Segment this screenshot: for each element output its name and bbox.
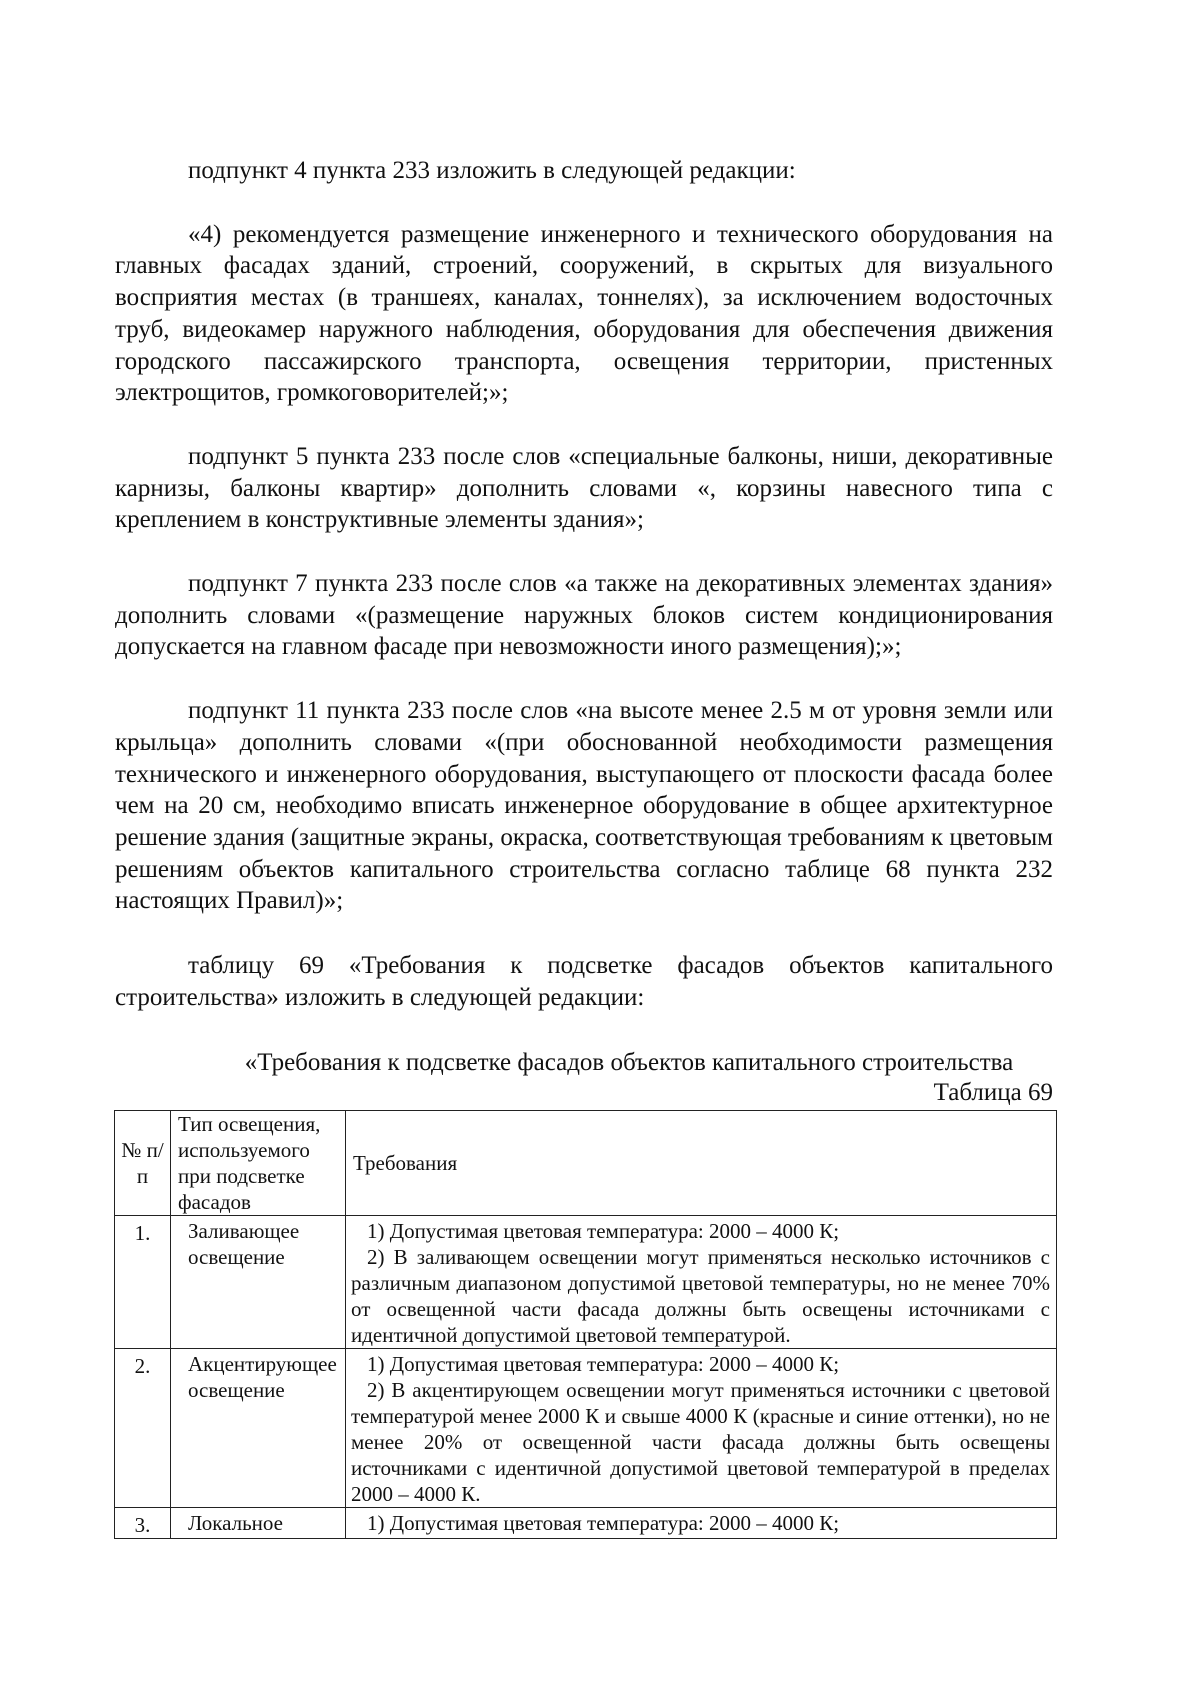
row-requirements xyxy=(346,1349,1057,1508)
table-row xyxy=(115,1216,1057,1349)
paragraph-4: подпункт 7 пункта 233 после слов «а также на декоративных элементах здания» дополнить словами «(размещение наружных блоков систем кондиционирования допускается на главном фасаде при невозможности иного размещения);»; xyxy=(115,570,1053,661)
requirement-item: 1) Допустимая цветовая температура: 2000 – 4000 К; xyxy=(367,1352,840,1377)
row-num: 3. xyxy=(115,1508,171,1539)
paragraph-3: подпункт 5 пункта 233 после слов «специальные балконы, ниши, декоративные карнизы, балконы квартир» дополнить словами «, корзины навесного типа с креплением в конструктивные элементы здания»; xyxy=(115,442,1053,534)
document-page xyxy=(115,155,1053,1539)
paragraph-5: подпункт 11 пункта 233 после слов «на высоте менее 2.5 м от уровня земли или крыльца» дополнить словами «(при обоснованной необходимости размещения технического и инженерного оборудования, выступающего от плоскости фасада более чем на 20 см, необходимо вписать инженерное оборудование в общее архитектурное решение здания (защитные экраны, окраска, соответствующая требованиям к цветовым решениям объектов капитального строительства согласно таблице 68 пункта 232 настоящих Правил)»; xyxy=(115,697,1053,915)
row-type: Заливающее освещение xyxy=(171,1216,346,1349)
row-type: Акцентирующее освещение xyxy=(171,1349,346,1508)
header-type: Тип освещения, используемого при подсветке фасадов xyxy=(171,1111,346,1216)
requirement-item: 1) Допустимая цветовая температура: 2000 – 4000 К; xyxy=(367,1219,840,1244)
header-num: № п/п xyxy=(115,1111,171,1216)
table-row xyxy=(115,1349,1057,1508)
row-type: Локальное xyxy=(171,1508,346,1539)
table-title: «Требования к подсветке фасадов объектов капитального строительства xyxy=(244,1049,1014,1077)
table-label: Таблица 69 xyxy=(933,1079,1053,1107)
table-caption xyxy=(115,1048,1053,1108)
paragraph-6: таблицу 69 «Требования к подсветке фасадов объектов капитального строительства» изложить в следующей редакции: xyxy=(115,952,1053,1011)
table-row xyxy=(115,1508,1057,1539)
row-requirements xyxy=(346,1508,1057,1539)
requirements-table xyxy=(114,1110,1057,1539)
paragraph-2: «4) рекомендуется размещение инженерного и технического оборудования на главных фасадах зданий, строений, сооружений, в скрытых для визуального восприятия местах (в траншеях, каналах, тоннелях), за исключением водосточных труб, видеокамер наружного наблюдения, оборудования для обеспечения движения городского пассажирского транспорта, освещения территории, пристенных электрощитов, громкоговорителей;»; xyxy=(115,220,1053,407)
requirement-item: 2) В заливающем освещении могут применяться несколько источников с различным диапазоном допустимой цветовой температуры, но не менее 70% от освещенной части фасада должны быть освещены источниками с идентичной допустимой цветовой температурой. xyxy=(351,1245,1050,1348)
row-num: 2. xyxy=(115,1349,171,1508)
requirement-item: 1) Допустимая цветовая температура: 2000 – 4000 К; xyxy=(367,1511,840,1536)
paragraph-1: подпункт 4 пункта 233 изложить в следующей редакции: xyxy=(188,157,796,184)
requirement-item: 2) В акцентирующем освещении могут применяться источники с цветовой температурой менее 2000 К и свыше 4000 К (красные и синие оттенки), но не менее 20% от освещенной части фасада должны быть освещены источниками с идентичной допустимой цветовой температурой в пределах 2000 – 4000 К. xyxy=(351,1378,1050,1507)
table-header-row xyxy=(115,1111,1057,1216)
row-num: 1. xyxy=(115,1216,171,1349)
header-requirements: Требования xyxy=(346,1111,1057,1216)
row-requirements xyxy=(346,1216,1057,1349)
